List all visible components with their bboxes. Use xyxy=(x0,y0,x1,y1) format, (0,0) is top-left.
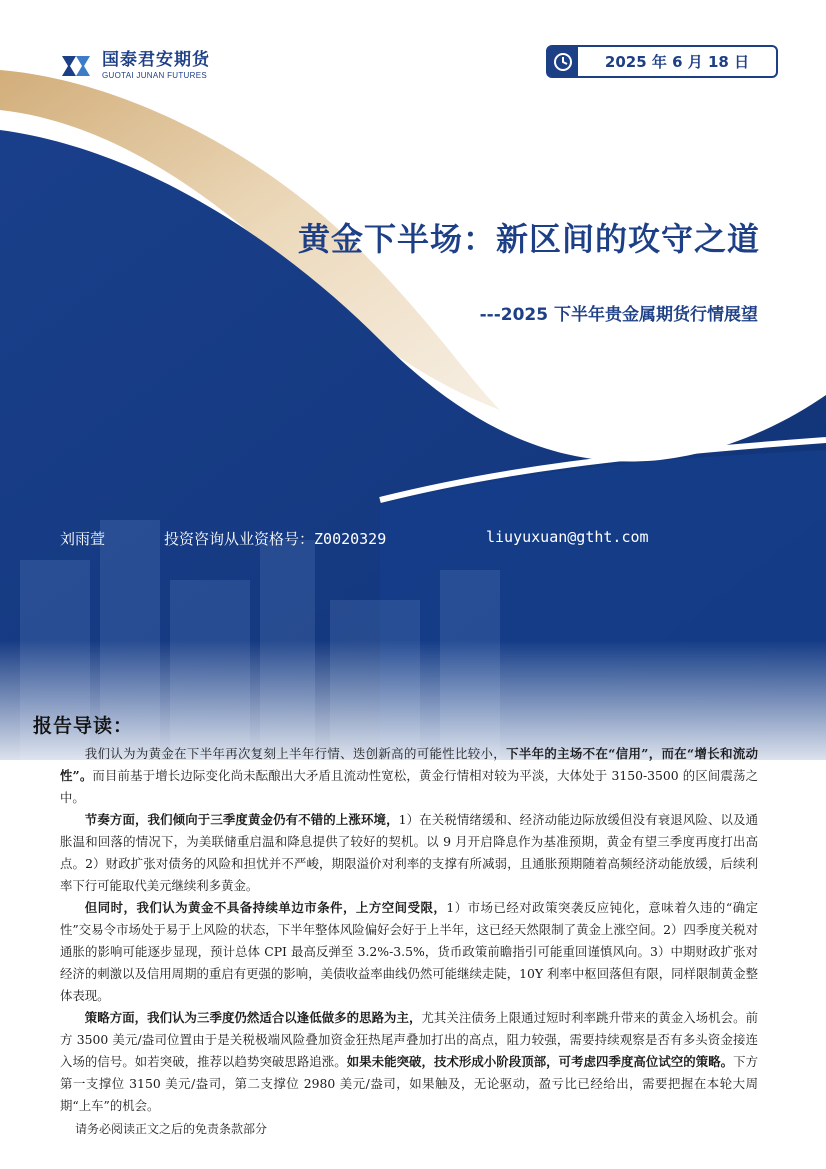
intro-paragraph: 我们认为为黄金在下半年再次复刻上半年行情、迭创新高的可能性比较小，下半年的主场不在“信用”，而在“增长和流动性”。而目前基于增长边际变化尚未酝酿出大矛盾且流动性宽松，黄金行情相对较为平淡，大体处于 3150-3500 的区间震荡之中。 xyxy=(60,746,758,805)
author-name: 刘雨萱 xyxy=(60,530,106,548)
author-email: liuyuxuan@gtht.com xyxy=(486,528,649,546)
logo-english-name: GUOTAI JUNAN FUTURES xyxy=(102,71,207,80)
report-subtitle: ---2025 下半年贵金属期货行情展望 xyxy=(479,305,758,325)
intro-body xyxy=(60,743,758,1117)
author-license: 投资咨询从业资格号：Z0020329 xyxy=(164,530,387,548)
intro-paragraph: 策略方面，我们认为三季度仍然适合以逢低做多的思路为主，尤其关注债务上限通过短时利率跳升带来的黄金入场机会。前方 3500 美元/盎司位置由于是关税极端风险叠加资金狂热尾声叠加打出的高点，阻力较强，需要持续观察是否有多头资金接连入场的信号。如若突破，推荐以趋势突破思路追涨。如果未能突破，技术形成小阶段顶部，可考虑四季度高位试空的策略。下方第一支撑位 3150 美元/盎司，第二支撑位 2980 美元/盎司，如果触及，无论驱动，盈亏比已经给出，需要把握在本轮大周期“上车”的机会。 xyxy=(60,1010,759,1113)
report-date: 2025 年 6 月 18 日 xyxy=(604,53,750,71)
intro-paragraph: 节奏方面，我们倾向于三季度黄金仍有不错的上涨环境，1）在关税情绪缓和、经济动能边际放缓但没有衰退风险、以及通胀温和回落的情况下，为美联储重启温和降息提供了较好的契机。以 9 月开启降息作为基准预期，黄金有望三季度再度打出高点。2）财政扩张对债务的风险和担忧并不严峻，期限溢价对利率的支撑有所减弱，且通胀预期随着高频经济动能放缓，后续利率下行可能取代美元继续利多黄金。 xyxy=(60,812,758,893)
logo-chinese-name: 国泰君安期货 xyxy=(102,50,210,70)
intro-paragraph: 但同时，我们认为黄金不具备持续单边市条件，上方空间受限，1）市场已经对政策突袭反应钝化，意味着久违的“确定性”交易令市场处于易于上风险的状态，下半年整体风险偏好会好于上半年，这已经天然限制了黄金上涨空间。2）四季度关税对通胀的影响可能逐步显现，预计总体 CPI 最高反弹至 3.2%-3.5%，货币政策前瞻指引可能重回谨慎风向。3）中期财政扩张对经济的刺激以及信用周期的重启有更强的影响，美债收益率曲线仍然可能继续走陡，10Y 利率中枢回落但有限，同样限制黄金整体表现。 xyxy=(60,900,759,1003)
company-logo-mark-icon xyxy=(58,52,94,80)
disclaimer-note: 请务必阅读正文之后的免责条款部分 xyxy=(75,1122,268,1136)
report-title: 黄金下半场：新区间的攻守之道 xyxy=(297,220,760,258)
intro-heading: 报告导读： xyxy=(33,715,134,737)
report-date-box xyxy=(546,45,778,78)
clock-icon xyxy=(548,47,578,76)
bottom-fade xyxy=(0,640,826,760)
company-logo xyxy=(58,52,210,80)
